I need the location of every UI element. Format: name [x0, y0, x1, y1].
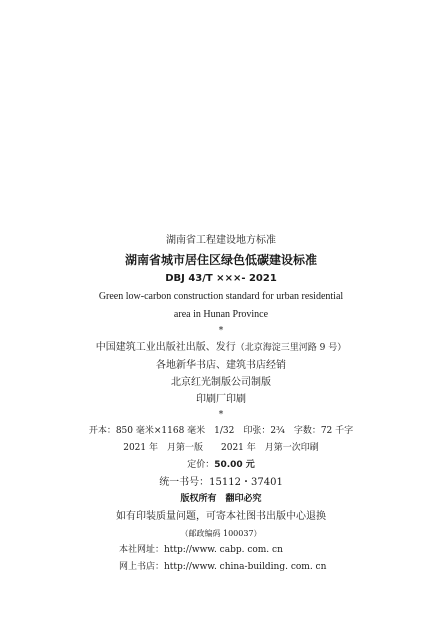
publisher-name: 中国建筑工业出版社出版、发行	[95, 342, 236, 353]
english-title-line-1: Green low-carbon construction standard for urban residential	[98, 291, 344, 302]
online-shop-label: 网上书店：	[119, 562, 165, 572]
postal-code: （邮政编码 100037）	[180, 529, 262, 538]
publisher-line	[0, 339, 442, 357]
website-line	[0, 542, 442, 559]
distributors: 各地新华书店、建筑书店经销	[156, 360, 286, 371]
website-label: 本社网址：	[119, 545, 165, 555]
printer: 印刷厂印刷	[196, 394, 246, 405]
publisher-address: （北京海淀三里河路 9 号）	[235, 343, 347, 353]
copyright-line: 版权所有 翻印必究	[180, 494, 262, 504]
separator-star-2: *	[218, 410, 224, 420]
edition-line: 2021 年 月第一版 2021 年 月第一次印刷	[123, 443, 319, 453]
website-url[interactable]: http://www. cabp. com. cn	[164, 545, 283, 555]
standard-code: DBJ 43/T ×××- 2021	[165, 273, 277, 284]
format-line: 开本：850 毫米×1168 毫米 1/32 印张：2¾ 字数：72 千字	[88, 426, 354, 436]
chinese-title: 湖南省城市居住区绿色低碳建设标准	[124, 253, 317, 267]
online-shop-line	[0, 559, 442, 576]
return-notice: 如有印装质量问题，可寄本社图书出版中心退换	[116, 511, 326, 522]
colophon-block	[0, 232, 442, 576]
english-title-line-2: area in Hunan Province	[173, 309, 269, 320]
isbn-line: 统一书号：15112・37401	[159, 477, 283, 488]
separator-star: *	[218, 326, 224, 336]
price-line	[0, 457, 442, 474]
price-value: 50.00 元	[214, 460, 255, 470]
price-label: 定价：	[187, 460, 215, 470]
standard-series: 湖南省工程建设地方标准	[166, 235, 276, 246]
typesetter: 北京红光制版公司制版	[171, 377, 271, 388]
online-shop-url[interactable]: http://www. china-building. com. cn	[164, 562, 327, 572]
